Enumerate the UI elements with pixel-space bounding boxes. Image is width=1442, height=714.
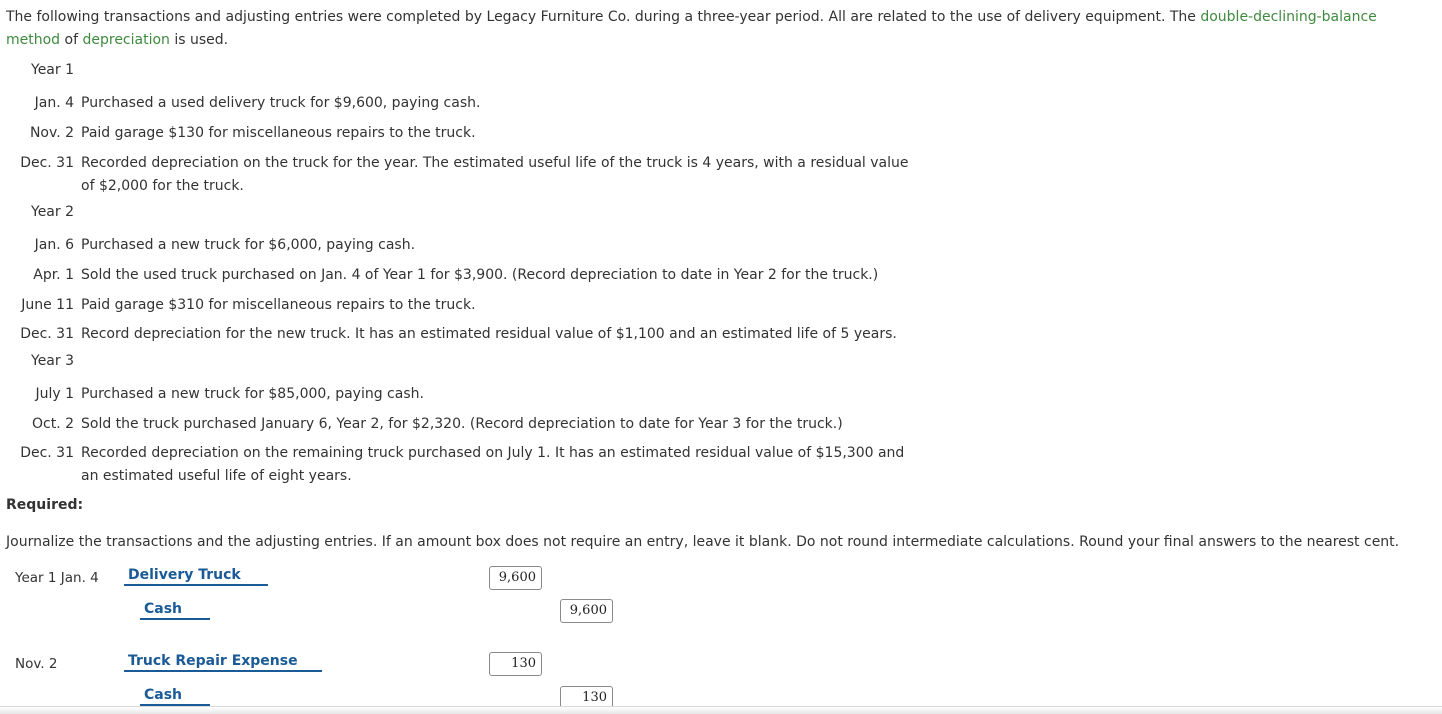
transaction-date: Nov. 2 (29, 125, 74, 141)
problem-intro (6, 6, 1431, 52)
debit-account-select[interactable]: Truck Repair Expense (124, 651, 322, 672)
transaction-text: Sold the truck purchased January 6, Year 2, for $2,320. (Record depreciation to date for Year 3 for the truck.) (81, 416, 843, 432)
debit-account-select[interactable]: Delivery Truck (124, 565, 268, 586)
transaction-date: Dec. 31 (20, 445, 74, 461)
transaction-date: Apr. 1 (33, 267, 74, 283)
transaction-text: Purchased a new truck for $6,000, paying cash. (81, 237, 416, 253)
intro-text: is used. (169, 32, 229, 48)
transaction-text: Recorded depreciation on the remaining truck purchased on July 1. It has an estimated residual value of $15,300 and an estimated useful life of eight years. (81, 445, 905, 484)
credit-amount-input[interactable]: 9,600 (560, 599, 613, 623)
credit-account-select[interactable]: Cash (140, 685, 210, 706)
journal-entry-date: Nov. 2 (15, 656, 58, 672)
transaction-text: Purchased a used delivery truck for $9,600, paying cash. (81, 95, 481, 111)
credit-account-select[interactable]: Cash (140, 599, 210, 620)
transaction-date: Jan. 6 (34, 237, 74, 253)
transaction-date: Jan. 4 (34, 95, 74, 111)
journal-entry-date: Year 1 Jan. 4 (15, 570, 99, 586)
transaction-date: Oct. 2 (31, 416, 74, 432)
year-heading: Year 2 (31, 204, 74, 220)
transaction-date: Dec. 31 (20, 326, 74, 342)
year-heading: Year 3 (31, 353, 74, 369)
transaction-text: Sold the used truck purchased on Jan. 4 of Year 1 for $3,900. (Record depreciation to date in Year 2 for the truck.) (81, 267, 879, 283)
glossary-link-depreciation[interactable]: depreciation (82, 32, 170, 48)
transaction-date: July 1 (35, 386, 74, 402)
glossary-link-ddb-method[interactable]: double-declining-balance method (6, 9, 1377, 48)
instructions-text: Journalize the transactions and the adjusting entries. If an amount box does not require an entry, leave it blank. Do not round intermediate calculations. Round your final answers to the nearest cent. (6, 534, 1400, 550)
intro-text: of (60, 32, 83, 48)
transaction-text: Record depreciation for the new truck. It has an estimated residual value of $1,100 and an estimated life of 5 years. (81, 326, 897, 342)
transaction-text: Paid garage $130 for miscellaneous repairs to the truck. (81, 125, 476, 141)
transaction-date: Dec. 31 (20, 155, 74, 171)
transaction-text: Paid garage $310 for miscellaneous repairs to the truck. (81, 297, 476, 313)
transaction-text: Recorded depreciation on the truck for the year. The estimated useful life of the truck is 4 years, with a residual value of $2,000 for the truck. (81, 155, 909, 194)
debit-amount-input[interactable]: 130 (489, 652, 542, 676)
required-heading: Required: (6, 497, 84, 513)
credit-amount-input[interactable]: 130 (560, 686, 613, 710)
year-heading: Year 1 (31, 62, 74, 78)
transaction-text: Purchased a new truck for $85,000, paying cash. (81, 386, 424, 402)
debit-amount-input[interactable]: 9,600 (489, 566, 542, 590)
intro-text: The following transactions and adjusting entries were completed by Legacy Furniture Co. during a three-year period. All are related to the use of delivery equipment. The (6, 9, 1201, 25)
transaction-date: June 11 (21, 297, 74, 313)
